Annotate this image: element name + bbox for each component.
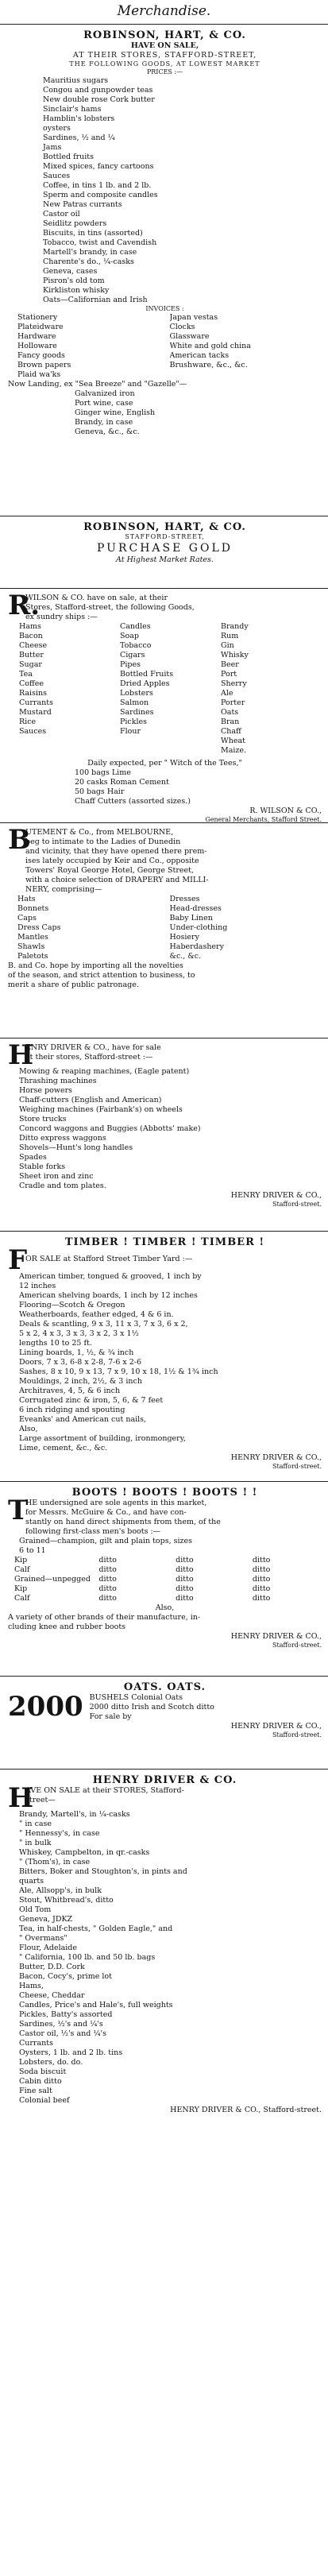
ad-line: HAVE ON SALE,: [130, 41, 199, 50]
ad-wilson: [0, 589, 328, 823]
timber-list: [8, 1272, 322, 1453]
ad-intro: [25, 828, 322, 895]
invoice-item: Plaid wa'ks: [17, 370, 61, 379]
boots-cell: ditto: [98, 1575, 117, 1584]
goods-list: [8, 1810, 322, 2106]
boots-cell: Grained—unpegged: [14, 1575, 91, 1584]
signature: HENRY DRIVER & CO.,: [230, 1191, 322, 1200]
goods-cell: Ale: [221, 689, 233, 698]
closing-line: A variety of other brands of their manufacture, in-: [8, 1613, 201, 1622]
timber-item: Lime, cement, &c., &c.: [19, 1444, 108, 1452]
goods-item: Stout, Whitbread's, ditto: [19, 1896, 114, 1905]
ad-closing: [8, 1613, 322, 1632]
goods-item: " in bulk: [19, 1839, 52, 1847]
ad-headline: TIMBER ! TIMBER ! TIMBER !: [64, 1236, 265, 1248]
intro-line: following first-class men's boots :—: [25, 1527, 161, 1536]
goods-cell: Maize.: [221, 746, 247, 755]
ad-line: Daily expected, per " Witch of the Tees,": [87, 759, 242, 768]
intro-line: ex sundry ships :—: [25, 613, 98, 621]
ad-line: THE FOLLOWING GOODS, AT LOWEST MARKET: [69, 60, 260, 68]
expected-item: 20 casks Roman Cement: [75, 778, 169, 787]
firm-name: ROBINSON, HART, & CO.: [83, 29, 246, 41]
expected-list: [8, 768, 322, 806]
goods-item: Ale, Allsopp's, in bulk: [19, 1886, 102, 1895]
goods-item: Cheese, Cheddar: [19, 1991, 85, 2000]
drop-cap: T: [8, 1495, 29, 1526]
goods-cell: Bran: [221, 717, 240, 726]
goods-item: " (Thom's), in case: [19, 1858, 91, 1866]
goods-cell: Candles: [120, 622, 151, 631]
timber-item: 12 inches: [19, 1282, 56, 1290]
goods-item: Sinclair's hams: [43, 105, 102, 114]
invoice-item: Brushware, &c., &c.: [169, 361, 248, 369]
landing-item: Brandy, in case: [75, 418, 133, 427]
drapery-item: Head-dresses: [169, 904, 222, 913]
goods-item: New double rose Cork butter: [43, 95, 155, 104]
drapery-item: Hosiery: [169, 933, 199, 942]
ad-line: STAFFORD-STREET,: [125, 533, 205, 540]
landing-item: Geneva, &c., &c.: [75, 427, 140, 436]
goods-item: Biscuits, in tins (assorted): [43, 229, 143, 238]
drapery-item: Bonnets: [17, 904, 49, 913]
machinery-item: Shovels—Hunt's long handles: [19, 1143, 133, 1152]
intro-line: beg to intimate to the Ladies of Dunedin: [25, 837, 181, 846]
landing-item: Ginger wine, English: [75, 408, 156, 417]
goods-cell: Sauces: [19, 727, 47, 736]
boots-cell: ditto: [252, 1556, 271, 1565]
goods-item: Hams,: [19, 1982, 44, 1990]
boots-cell: ditto: [176, 1584, 194, 1593]
goods-item: Pisron's old tom: [43, 277, 105, 285]
intro-line: AVE ON SALE at their STORES, Stafford-: [25, 1786, 184, 1795]
machinery-item: Mowing & reaping machines, (Eagle patent): [19, 1067, 190, 1076]
timber-item: Doors, 7 x 3, 6-8 x 2-8, 7-6 x 2-6: [19, 1358, 142, 1367]
signature-subline: Stafford-street.: [272, 1642, 322, 1649]
timber-item: American shelving boards, 1 inch by 12 inches: [19, 1291, 198, 1300]
landing-list: [8, 389, 322, 437]
goods-cell: Brandy: [221, 622, 249, 631]
goods-item: Pickles, Batty's assorted: [19, 2010, 113, 2019]
goods-cell: Dried Apples: [120, 679, 170, 688]
goods-item: Tobacco, twist and Cavendish: [43, 238, 157, 247]
goods-item: Geneva, cases: [43, 267, 98, 276]
landing-item: Port wine, case: [75, 399, 133, 408]
goods-cell: Soap: [120, 632, 139, 640]
goods-item: Whiskey, Campbelton, in qr.-casks: [19, 1848, 150, 1857]
ad-timber: [0, 1232, 328, 1482]
signature: R. WILSON & CO.,: [249, 806, 322, 815]
ad-butement: [0, 823, 328, 1039]
signature-subline: Stafford-street.: [272, 1731, 322, 1739]
goods-item: Colonial beef: [19, 2096, 70, 2105]
machinery-item: Weighing machines (Fairbank's) on wheels: [19, 1105, 183, 1114]
oats-line: For sale by: [89, 1712, 132, 1721]
intro-line: and vicinity, that they have opened there prem-: [25, 847, 207, 856]
goods-cell: Butter: [19, 651, 44, 659]
goods-cell: Sherry: [221, 679, 247, 688]
goods-cell: Beer: [221, 660, 239, 669]
invoice-item: Hardware: [17, 332, 56, 341]
expected-item: 50 bags Hair: [75, 787, 125, 796]
boots-list: [8, 1537, 322, 1556]
goods-cell: [120, 737, 221, 746]
goods-cell: Raisins: [19, 689, 47, 698]
goods-item: " California, 100 lb. and 50 lb. bags: [19, 1953, 156, 1962]
goods-item: Old Tom: [19, 1905, 52, 1914]
timber-item: lengths 10 to 25 ft.: [19, 1339, 92, 1348]
goods-cell: Bacon: [19, 632, 43, 640]
goods-cell: Sugar: [19, 660, 42, 669]
boots-cell: ditto: [252, 1594, 271, 1603]
drapery-item: Dresses: [169, 895, 200, 903]
intro-line: WILSON & CO. have on sale, at their: [25, 594, 168, 602]
goods-cell: Lobsters: [120, 689, 153, 698]
goods-cell: [120, 746, 221, 756]
invoice-item: Japan vestas: [169, 313, 218, 322]
goods-item: Kirkliston whisky: [43, 286, 110, 295]
boots-cell: Calf: [14, 1565, 30, 1574]
signature-subline: Stafford-street.: [272, 1463, 322, 1470]
goods-cell: Cigars: [120, 651, 145, 659]
boots-table: [8, 1556, 322, 1603]
ad-intro: [25, 1499, 322, 1537]
closing-line: B. and Co. hope by importing all the novelties: [8, 961, 183, 970]
goods-item: Sardines, ½ and ¼: [43, 133, 115, 142]
ad-headline: PURCHASE GOLD: [97, 542, 233, 555]
intro-line: at their stores, Stafford-street :—: [25, 1053, 153, 1062]
goods-item: Bacon, Cocy's, prime lot: [19, 1972, 112, 1981]
goods-item: Fine salt: [19, 2087, 52, 2095]
goods-list: [8, 76, 322, 305]
intro-line: stantly on hand direct shipments from them, of the: [25, 1518, 221, 1526]
goods-item: Currants: [19, 2039, 53, 2048]
goods-item: Castor oil, ½'s and ¼'s: [19, 2029, 107, 2038]
signature: HENRY DRIVER & CO.,: [230, 1722, 322, 1731]
goods-cell: Porter: [221, 698, 245, 707]
goods-cell: Gin: [221, 641, 234, 650]
goods-cell: Sardines: [120, 708, 154, 717]
boots-cell: ditto: [176, 1556, 194, 1565]
intro-line: Towers' Royal George Hotel, George Street,: [25, 866, 194, 875]
boots-cell: ditto: [176, 1575, 194, 1584]
goods-cell: Rice: [19, 717, 37, 726]
ad-line: At Highest Market Rates.: [116, 555, 214, 564]
closing-line: of the season, and strict attention to business, to: [8, 971, 195, 980]
timber-item: Corrugated zinc & iron, 5, 6, & 7 feet: [19, 1396, 164, 1405]
goods-item: Jams: [43, 143, 62, 152]
boots-cell: Kip: [14, 1584, 28, 1593]
machinery-item: Sheet iron and zinc: [19, 1172, 94, 1181]
machinery-item: Spades: [19, 1153, 47, 1162]
timber-item: Architraves, 4, 5, & 6 inch: [19, 1387, 121, 1395]
goods-cell: Port: [221, 670, 237, 679]
invoice-item: White and gold china: [169, 342, 251, 350]
machinery-item: Thrashing machines: [19, 1077, 97, 1085]
machinery-list: [8, 1067, 322, 1191]
invoice-item: Holloware: [17, 342, 57, 350]
goods-item: New Patras currants: [43, 200, 122, 209]
drapery-item: Baby Linen: [169, 914, 213, 922]
ad-robinson-hart-goods: [0, 25, 328, 516]
goods-item: Tea, in half-chests, " Golden Eagle," and: [19, 1924, 173, 1933]
drapery-item: Hats: [17, 895, 36, 903]
closing-line: merit a share of public patronage.: [8, 981, 139, 989]
goods-cell: [19, 737, 120, 746]
boots-cell: ditto: [176, 1594, 194, 1603]
drop-cap: B: [8, 824, 31, 856]
timber-item: Flooring—Scotch & Oregon: [19, 1301, 125, 1309]
invoice-item: Plateidware: [17, 323, 64, 331]
ad-line: Now Landing, ex "Sea Breeze" and "Gazelle"—: [8, 380, 187, 389]
ad-subheading: PRICES :—: [146, 68, 183, 75]
invoice-item: Fancy goods: [17, 351, 65, 360]
intro-line: ENRY DRIVER & CO., have for sale: [25, 1043, 161, 1052]
ad-headline: BOOTS ! BOOTS ! BOOTS ! !: [71, 1487, 258, 1499]
goods-item: Sperm and composite candles: [43, 191, 158, 199]
goods-item: Bitters, Boker and Stoughton's, in pints and: [19, 1867, 187, 1876]
goods-item: Flour, Adelaide: [19, 1944, 78, 1952]
invoice-item: Clocks: [169, 323, 195, 331]
boots-item: 6 to 11: [19, 1546, 46, 1555]
machinery-item: Chaff-cutters (English and American): [19, 1096, 162, 1104]
timber-item: Mouldings, 2 inch, 2½, & 3 inch: [19, 1377, 142, 1386]
goods-cell: Bottled Fruits: [120, 670, 174, 679]
boots-item: Grained—champion, gilt and plain tops, sizes: [19, 1537, 193, 1545]
boots-cell: ditto: [98, 1565, 117, 1574]
ad-boots: [0, 1482, 328, 1677]
goods-item: Hamblin's lobsters: [43, 114, 115, 123]
goods-item: Charente's do., ¼-casks: [43, 257, 134, 266]
goods-item: Soda biscuit: [19, 2067, 67, 2076]
boots-cell: ditto: [252, 1575, 271, 1584]
invoice-list: [8, 313, 322, 380]
goods-item: Bottled fruits: [43, 153, 95, 161]
machinery-item: Cradle and tom plates.: [19, 1182, 106, 1190]
invoice-item: Glassware: [169, 332, 210, 341]
ad-closing: [8, 961, 322, 990]
boots-cell: ditto: [98, 1556, 117, 1565]
goods-item: Mauritius sugars: [43, 76, 109, 85]
goods-item: Congou and gunpowder teas: [43, 86, 153, 95]
machinery-item: Store trucks: [19, 1115, 67, 1124]
goods-item: Seidlitz powders: [43, 219, 107, 228]
goods-item: Castor oil: [43, 210, 80, 219]
ad-line: Also,: [155, 1603, 175, 1612]
goods-cell: Tobacco: [120, 641, 152, 650]
goods-cell: [19, 746, 120, 756]
goods-item: Butter, D.D. Cork: [19, 1963, 85, 1971]
signature: HENRY DRIVER & CO.,: [230, 1453, 322, 1462]
boots-cell: Kip: [14, 1556, 28, 1565]
goods-cell: Pickles: [120, 717, 148, 726]
drop-cap: H: [8, 1782, 34, 1814]
timber-item: Sashes, 8 x 10, 9 x 13, 7 x 9, 10 x 18, 1½ & 1¾ inch: [19, 1367, 218, 1376]
intro-line: street—: [25, 1796, 56, 1804]
ad-driver-goods: [0, 1770, 328, 2141]
timber-item: Deals & scantling, 9 x 3, 11 x 3, 7 x 3, 6 x 2,: [19, 1320, 188, 1329]
goods-item: Mixed spices, fancy cartoons: [43, 162, 154, 171]
signature: HENRY DRIVER & CO.,: [230, 1632, 322, 1641]
machinery-item: Ditto express waggons: [19, 1134, 106, 1143]
boots-cell: ditto: [98, 1594, 117, 1603]
timber-item: Weatherboards, feather edged, 4 & 6 in.: [19, 1310, 174, 1319]
goods-item: Martell's brandy, in case: [43, 248, 137, 257]
intro-line: ises lately occupied by Keir and Co., opposite: [25, 857, 199, 865]
goods-item: quarts: [19, 1877, 44, 1886]
goods-cell: Wheat: [221, 737, 245, 745]
goods-item: " Hennessy's, in case: [19, 1829, 100, 1838]
intro-line: HE undersigned are sole agents in this market,: [25, 1499, 207, 1507]
quantity-number: 2000: [8, 1691, 83, 1723]
goods-cell: Flour: [120, 727, 141, 736]
boots-cell: ditto: [98, 1584, 117, 1593]
boots-cell: ditto: [252, 1565, 271, 1574]
oats-line: BUSHELS Colonial Oats: [89, 1693, 183, 1702]
goods-item: Lobsters, do. do.: [19, 2058, 83, 2067]
section-heading: Merchandise.: [0, 0, 328, 25]
invoice-item: [170, 370, 322, 380]
goods-item: " Overmans": [19, 1934, 68, 1943]
goods-cell: Tea: [19, 670, 33, 679]
ad-line: AT THEIR STORES, STAFFORD-STREET,: [72, 51, 257, 60]
expected-item: Chaff Cutters (assorted sizes.): [75, 797, 191, 806]
machinery-item: Stable forks: [19, 1162, 66, 1171]
oats-line: 2000 ditto Irish and Scotch ditto: [89, 1703, 214, 1712]
firm-name: ROBINSON, HART, & CO.: [83, 521, 246, 533]
ad-intro: [25, 594, 322, 622]
ad-subheading: INVOICES :: [145, 305, 184, 312]
goods-cell: Currants: [19, 698, 53, 707]
goods-cell: Cheese: [19, 641, 48, 650]
drapery-item: Paletots: [17, 952, 48, 961]
machinery-item: Concord waggons and Buggies (Abbotts' make): [19, 1124, 201, 1133]
goods-item: Brandy, Martell's, in ¼-casks: [19, 1810, 130, 1819]
invoice-item: Stationery: [17, 313, 58, 322]
goods-cell: Chaff: [221, 727, 241, 736]
drapery-item: Haberdashery: [169, 942, 224, 951]
goods-item: Candles, Price's and Hale's, full weights: [19, 2001, 173, 2009]
ad-intro: [25, 1786, 322, 1805]
drapery-item: Shawls: [17, 942, 45, 951]
timber-item: 6 inch ridging and spouting: [19, 1406, 125, 1414]
goods-cell: Whisky: [221, 651, 249, 659]
boots-cell: Calf: [14, 1594, 30, 1603]
goods-item: Coffee, in tins 1 lb. and 2 lb.: [43, 181, 152, 190]
goods-cell: Mustard: [19, 708, 52, 717]
drapery-item: Caps: [17, 914, 37, 922]
drapery-grid: [8, 895, 322, 961]
intro-line: NERY, comprising—: [25, 885, 102, 894]
invoice-item: Brown papers: [17, 361, 71, 369]
ad-driver-machines: [0, 1039, 328, 1232]
ad-purchase-gold: [0, 516, 328, 589]
boots-cell: ditto: [176, 1565, 194, 1574]
expected-item: 100 bags Lime: [75, 768, 131, 777]
drapery-item: &c., &c.: [169, 952, 202, 961]
boots-cell: ditto: [252, 1584, 271, 1593]
signature-subline: General Merchants, Stafford Street.: [205, 816, 322, 823]
goods-grid: [8, 622, 322, 756]
goods-item: " in case: [19, 1820, 52, 1828]
goods-item: Sardines, ½'s and ¼'s: [19, 2020, 103, 2029]
goods-cell: Pipes: [120, 660, 141, 669]
machinery-item: Horse powers: [19, 1086, 73, 1095]
drop-cap: R.: [8, 590, 41, 621]
intro-line: with a choice selection of DRAPERY and MILLI-: [25, 876, 209, 884]
drapery-item: Under-clothing: [169, 923, 228, 932]
timber-item: American timber, tongued & grooved, 1 inch by: [19, 1272, 202, 1281]
ad-oats: [0, 1677, 328, 1770]
goods-item: oysters: [43, 124, 71, 133]
drapery-item: Mantles: [17, 933, 48, 942]
intro-line: Stores, Stafford-street, the following Goods,: [25, 603, 195, 612]
timber-item: Eveanks' and American cut nails,: [19, 1415, 147, 1424]
goods-item: Geneva, JDKZ: [19, 1915, 73, 1924]
timber-item: Also,: [19, 1425, 38, 1433]
firm-name: HENRY DRIVER & CO.: [92, 1774, 237, 1786]
closing-line: cluding knee and rubber boots: [8, 1623, 126, 1631]
timber-item: Lining boards, 1, ½, & ¾ inch: [19, 1348, 134, 1357]
goods-cell: Rum: [221, 632, 239, 640]
goods-item: Oysters, 1 lb. and 2 lb. tins: [19, 2048, 123, 2057]
drop-cap: F: [8, 1244, 28, 1276]
ad-intro: [25, 1043, 322, 1062]
goods-item: Cabin ditto: [19, 2077, 62, 2086]
signature-subline: Stafford-street.: [272, 1201, 322, 1208]
drop-cap: H: [8, 1039, 34, 1071]
signature: HENRY DRIVER & CO., Stafford-street.: [170, 2106, 322, 2114]
landing-item: Galvanized iron: [75, 389, 135, 398]
drapery-item: Dress Caps: [17, 923, 61, 932]
goods-cell: Coffee: [19, 679, 44, 688]
ad-headline: OATS. OATS.: [123, 1681, 206, 1693]
ad-intro: OR SALE at Stafford Street Timber Yard :—: [25, 1255, 193, 1263]
intro-line: for Messrs. McGuire & Co., and have con-: [25, 1508, 187, 1517]
goods-cell: Hams: [19, 622, 41, 631]
timber-item: 5 x 2, 4 x 3, 3 x 3, 3 x 2, 3 x 1½: [19, 1329, 139, 1338]
timber-item: Large assortment of building, ironmongery,: [19, 1434, 186, 1443]
goods-cell: Oats: [221, 708, 239, 717]
goods-cell: Salmon: [120, 698, 149, 707]
intro-line: UTEMENT & Co., from MELBOURNE,: [25, 828, 174, 837]
goods-item: Sauces: [43, 172, 71, 180]
invoice-item: American tacks: [169, 351, 230, 360]
goods-item: Oats—Californian and Irish: [43, 296, 148, 304]
